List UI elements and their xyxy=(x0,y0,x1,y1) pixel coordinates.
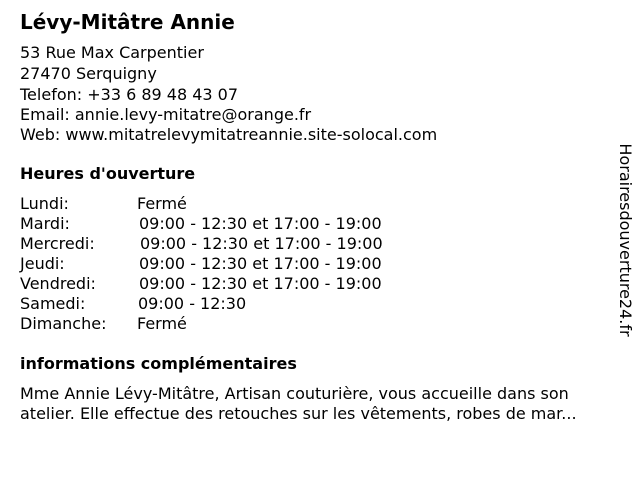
day-hours: Fermé xyxy=(137,314,187,333)
hours-heading: Heures d'ouverture xyxy=(20,164,196,183)
day-hours: 09:00 - 12:30 et 17:00 - 19:00 xyxy=(139,274,382,293)
day-label: Jeudi: xyxy=(20,254,65,273)
day-hours: Fermé xyxy=(137,194,187,213)
day-hours: 09:00 - 12:30 et 17:00 - 19:00 xyxy=(139,254,382,273)
business-name: Lévy-Mitâtre Annie xyxy=(20,10,235,34)
info-description-line2: atelier. Elle effectue des retouches sur les vêtements, robes de mar... xyxy=(20,404,577,423)
day-hours: 09:00 - 12:30 xyxy=(138,294,247,313)
info-heading: informations complémentaires xyxy=(20,354,297,373)
info-description xyxy=(20,384,626,424)
phone-line: Telefon: +33 6 89 48 43 07 xyxy=(20,85,239,104)
day-hours: 09:00 - 12:30 et 17:00 - 19:00 xyxy=(140,234,383,253)
web-line: Web: www.mitatrelevymitatreannie.site-solocal.com xyxy=(20,125,438,144)
day-hours: 09:00 - 12:30 et 17:00 - 19:00 xyxy=(139,214,382,233)
day-label: Mercredi: xyxy=(20,234,95,253)
address-street: 53 Rue Max Carpentier xyxy=(20,43,204,62)
email-line: Email: annie.levy-mitatre@orange.fr xyxy=(20,105,312,124)
day-label: Mardi: xyxy=(20,214,70,233)
day-label: Lundi: xyxy=(20,194,69,213)
day-label: Samedi: xyxy=(20,294,86,313)
day-label: Vendredi: xyxy=(20,274,96,293)
address-city: 27470 Serquigny xyxy=(20,64,157,83)
info-description-line1: Mme Annie Lévy-Mitâtre, Artisan couturière, vous accueille dans son xyxy=(20,384,569,403)
watermark-brand: Horairesdouverture24.fr xyxy=(616,143,635,337)
day-label: Dimanche: xyxy=(20,314,107,333)
